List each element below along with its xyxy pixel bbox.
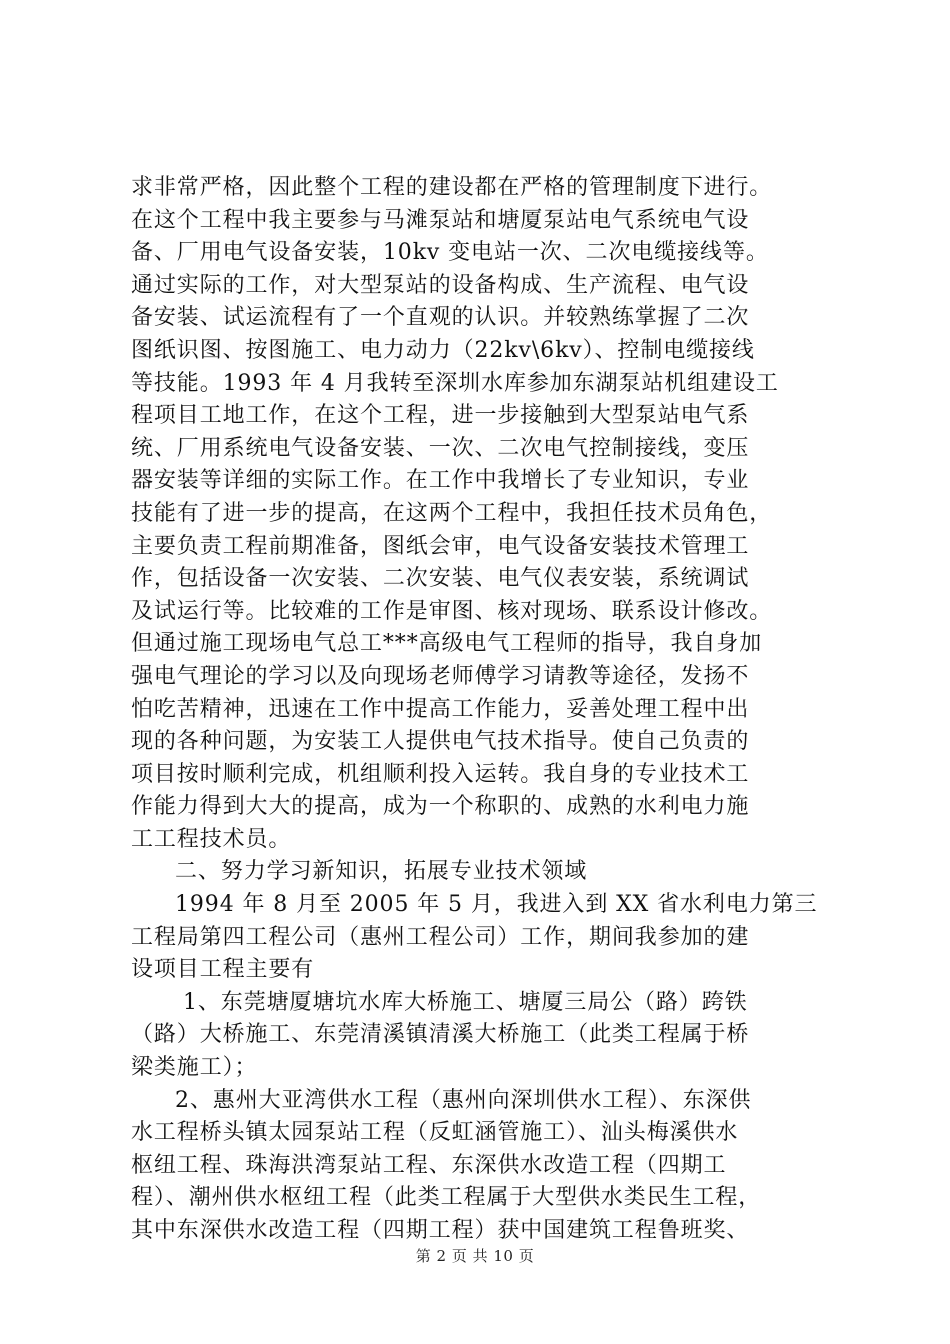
- text-line: 1994 年 8 月至 2005 年 5 月，我进入到 XX 省水利电力第三: [175, 892, 818, 918]
- text-line: 其中东深供水改造工程（四期工程）获中国建筑工程鲁班奖、: [131, 1218, 750, 1243]
- text-line: 及试运行等。比较难的工作是审图、核对现场、联系设计修改。: [131, 598, 773, 624]
- text-line: 怕吃苦精神，迅速在工作中提高工作能力，妥善处理工程中出: [131, 696, 750, 722]
- text-line: 统、厂用系统电气设备安装、一次、二次电气控制接线，变压: [131, 435, 750, 461]
- text-line: （路）大桥施工、东莞清溪镇清溪大桥施工（此类工程属于桥: [131, 1022, 750, 1048]
- list-item: 2、惠州大亚湾供水工程（惠州向深圳供水工程）、东深供: [175, 1087, 752, 1113]
- list-item: 1、东莞塘厦塘坑水库大桥施工、塘厦三局公（路）跨铁: [183, 989, 748, 1015]
- text-line: 设项目工程主要有: [131, 957, 315, 983]
- text-line: 作，包括设备一次安装、二次安装、电气仪表安装，系统调试: [131, 566, 750, 592]
- text-line: 在这个工程中我主要参与马滩泵站和塘厦泵站电气系统电气设: [131, 207, 750, 233]
- text-line: 技能有了进一步的提高，在这两个工程中，我担任技术员角色，: [131, 500, 773, 526]
- text-line: 工工程技术员。: [131, 826, 292, 852]
- text-line: 项目按时顺利完成，机组顺利投入运转。我自身的专业技术工: [131, 761, 750, 787]
- text-line: 程项目工地工作，在这个工程，进一步接触到大型泵站电气系: [131, 403, 750, 429]
- text-line: 器安装等详细的实际工作。在工作中我增长了专业知识，专业: [131, 468, 750, 494]
- text-line: 备安装、试运流程有了一个直观的认识。并较熟练掌握了二次: [131, 305, 750, 331]
- text-line: 工程局第四工程公司（惠州工程公司）工作，期间我参加的建: [131, 924, 750, 950]
- text-line: 图纸识图、按图施工、电力动力（22kv\6kv）、控制电缆接线: [131, 337, 755, 363]
- text-line: 水工程桥头镇太园泵站工程（反虹涵管施工）、汕头梅溪供水: [131, 1120, 739, 1146]
- text-line: 求非常严格，因此整个工程的建设都在严格的管理制度下进行。: [131, 175, 773, 200]
- text-line: 梁类施工）；: [131, 1055, 258, 1081]
- text-line: 等技能。1993 年 4 月我转至深圳水库参加东湖泵站机组建设工: [131, 370, 779, 396]
- section-heading: 二、努力学习新知识，拓展专业技术领域: [175, 859, 588, 885]
- text-line: 备、厂用电气设备安装，10kv 变电站一次、二次电缆接线等。: [131, 240, 769, 266]
- page-footer: [0, 1246, 950, 1266]
- text-line: 作能力得到大大的提高，成为一个称职的、成熟的水利电力施: [131, 794, 750, 820]
- text-line: 主要负责工程前期准备，图纸会审，电气设备安装技术管理工: [131, 533, 750, 559]
- text-line: 现的各种问题，为安装工人提供电气技术指导。使自己负责的: [131, 729, 750, 755]
- text-line: 但通过施工现场电气总工***高级电气工程师的指导，我自身加: [131, 631, 763, 657]
- text-line: 通过实际的工作，对大型泵站的设备构成、生产流程、电气设: [131, 272, 750, 298]
- page-number: 第 2 页 共 10 页: [415, 1247, 535, 1265]
- text-line: 枢纽工程、珠海洪湾泵站工程、东深供水改造工程（四期工: [131, 1152, 727, 1178]
- text-line: 程）、潮州供水枢纽工程（此类工程属于大型供水类民生工程，: [131, 1185, 762, 1211]
- document-body: [131, 172, 836, 1248]
- text-line: 强电气理论的学习以及向现场老师傅学习请教等途径，发扬不: [131, 663, 750, 689]
